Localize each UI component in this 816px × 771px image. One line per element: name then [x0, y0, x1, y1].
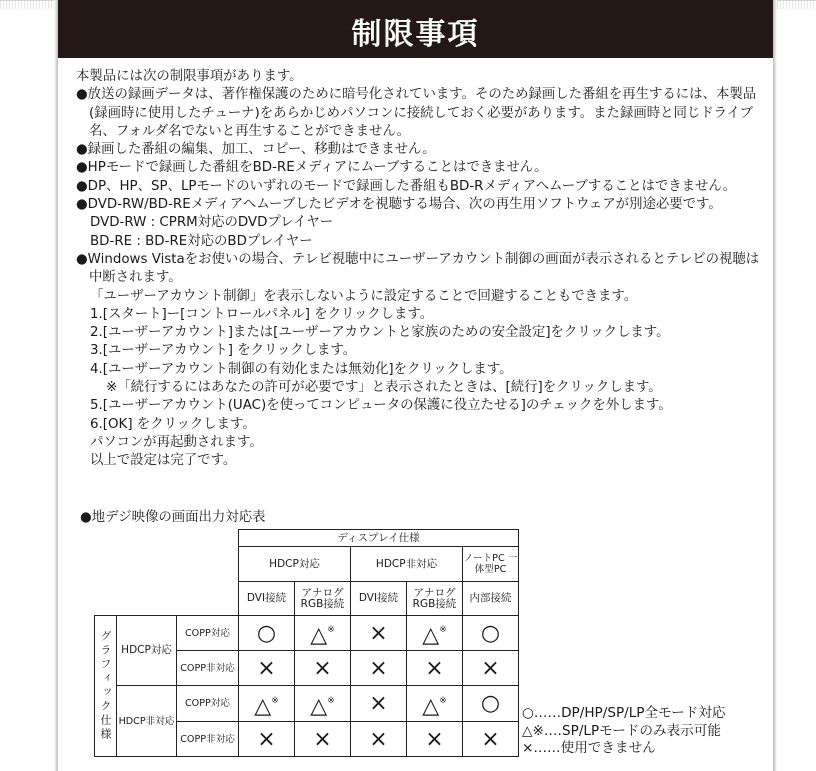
step-reboot: パソコンが再起動されます。 — [90, 434, 263, 450]
copp-header: COPP対応 — [177, 686, 239, 722]
cell-cross: × — [463, 651, 519, 686]
bullet-edit: ●録画した番組の編集、加工、コピー、移動はできません。 — [76, 142, 436, 158]
cell-cross: × — [239, 722, 295, 757]
legend-circle: ○‥‥‥DP/HP/SP/LP全モード対応 — [522, 705, 726, 721]
bullet-hp-bdre: ●HPモードで録画した番組をBD-REメディアにムーブすることはできません。 — [76, 160, 548, 176]
step-2: 2.[ユーザーアカウント]または[ユーザーアカウントと家族のための安全設定]をクリックします。 — [90, 325, 670, 341]
symbol-legend — [522, 705, 726, 758]
output-compat-table — [94, 529, 519, 757]
cell-cross: × — [295, 722, 351, 757]
cell-cross: × — [239, 651, 295, 686]
cell-cross: × — [463, 722, 519, 757]
bullet-encryption: ●放送の録画データは、著作権保護のために暗号化されています。そのため録画した番組を再生するには、本製品(録画時に使用したチューナ)をあらかじめパソコンに接続しておく必要があります。また録画時と同じドライブ名、フォルダ名でないと再生することができません。 — [76, 87, 757, 139]
cell-circle: ○ — [239, 616, 295, 651]
row-hdcp-header: HDCP対応 — [117, 616, 177, 686]
software-dvdrw: DVD-RW : CPRM対応のDVDプレイヤー — [90, 215, 334, 231]
step-3: 3.[ユーザーアカウント] をクリックします。 — [90, 343, 357, 359]
software-bdre: BD-RE : BD-RE対応のBDプレイヤー — [90, 233, 313, 249]
table-caption: ●地デジ映像の画面出力対応表 — [80, 510, 266, 525]
cell-cross: × — [351, 722, 407, 757]
copp-non-header: COPP非対応 — [177, 722, 239, 757]
cell-triangle-note: △※ — [407, 616, 463, 651]
step-5: 5.[ユーザーアカウント(UAC)を使ってコンピュータの保護に役立たせる]のチェックを外します。 — [90, 398, 672, 414]
bullet-vista: ●Windows Vistaをお使いの場合、テレビ視聴中にユーザーアカウント制御の画面が表示されるとテレビの視聴は中断されます。 — [76, 251, 760, 286]
cell-triangle-note: △※ — [407, 686, 463, 722]
page-title: 制限事項 — [351, 17, 480, 52]
intro-text: 本製品には次の制限事項があります。 — [76, 69, 303, 84]
cell-cross: × — [351, 686, 407, 722]
step-4: 4.[ユーザーアカウント制御の有効化または無効化]をクリックします。 — [90, 361, 513, 377]
dvi-header: DVI接続 — [239, 582, 295, 616]
cell-triangle-note: △※ — [295, 686, 351, 722]
internal-header: 内部接続 — [463, 582, 519, 616]
display-spec-header: ディスプレイ仕様 — [239, 530, 519, 547]
cell-triangle-note: △※ — [239, 686, 295, 722]
row-hdcp-non-header: HDCP非対応 — [117, 686, 177, 757]
copp-header: COPP対応 — [177, 616, 239, 651]
notepc-header: ノートPC 一体型PC — [463, 547, 519, 582]
bullet-software: ●DVD-RW/BD-REメディアへムーブしたビデオを視聴する場合、次の再生用ソフトウェアが別途必要です。 — [76, 197, 722, 213]
cell-cross: × — [407, 722, 463, 757]
cell-circle: ○ — [463, 616, 519, 651]
cell-cross: × — [351, 616, 407, 651]
cell-cross: × — [295, 651, 351, 686]
title-bar — [58, 0, 773, 58]
cell-cross: × — [351, 651, 407, 686]
legend-cross: ×‥‥‥使用できません — [522, 740, 656, 757]
copp-non-header: COPP非対応 — [177, 651, 239, 686]
cell-triangle-note: △※ — [295, 616, 351, 651]
page-edge-left — [54, 0, 58, 771]
legend-triangle: △※‥‥SP/LPモードのみ表示可能 — [522, 722, 721, 739]
cell-cross: × — [407, 651, 463, 686]
analog-header: アナログ RGB接続 — [407, 582, 463, 616]
page-edge-right — [773, 0, 777, 771]
analog-header: アナログ RGB接続 — [295, 582, 351, 616]
bullet-bdr: ●DP、HP、SP、LPモードのいずれのモードで録画した番組もBD-Rメディアへムーブすることはできません。 — [76, 178, 737, 194]
hdcp-nonsupport-header: HDCP非対応 — [351, 547, 463, 582]
restrictions-body — [76, 68, 766, 471]
uac-note: 「ユーザーアカウント制御」を表示しないように設定することで回避することもできます。 — [90, 288, 638, 304]
step-1: 1.[スタート]ー[コントロールパネル] をクリックします。 — [90, 306, 434, 322]
hdcp-support-header: HDCP対応 — [239, 547, 351, 582]
cell-circle: ○ — [463, 686, 519, 722]
step-done: 以上で設定は完了です。 — [90, 453, 237, 469]
step-6: 6.[OK] をクリックします。 — [90, 416, 256, 432]
step-4-note: ※「続行するにはあなたの許可が必要です」と表示されたときは、[続行]をクリックします。 — [106, 380, 662, 396]
graphics-spec-header: グラフィック仕様 — [95, 616, 117, 757]
dvi-header: DVI接続 — [351, 582, 407, 616]
